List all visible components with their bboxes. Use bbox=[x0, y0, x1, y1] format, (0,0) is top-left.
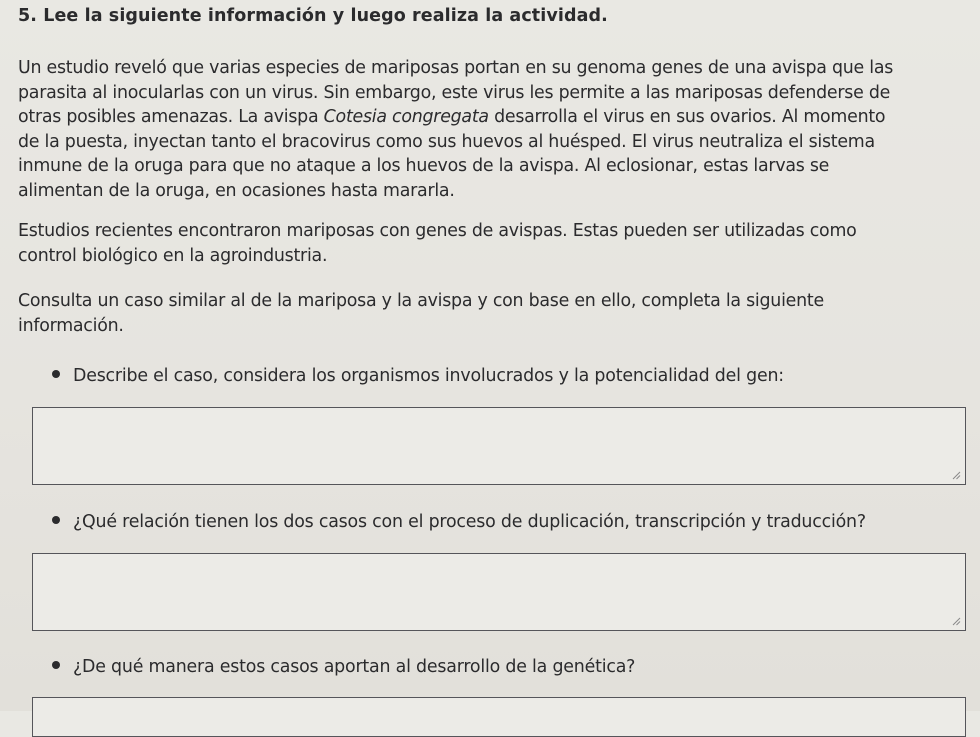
bullet-icon bbox=[52, 516, 60, 524]
instructions-paragraph bbox=[18, 289, 973, 338]
question-1 bbox=[52, 366, 784, 386]
question-3-text: ¿De qué manera estos casos aportan al desarrollo de la genética? bbox=[73, 657, 636, 677]
bullet-icon bbox=[52, 370, 60, 378]
resize-grip-icon[interactable] bbox=[951, 470, 961, 480]
paragraph-line: control biológico en la agroindustria. bbox=[18, 245, 328, 266]
answer-1-textarea[interactable] bbox=[32, 407, 966, 485]
paragraph-line: alimentan de la oruga, en ocasiones hasta mararla. bbox=[18, 180, 455, 201]
answer-3-textarea[interactable] bbox=[32, 697, 966, 737]
intro-paragraph bbox=[18, 56, 973, 204]
paragraph-line: información. bbox=[18, 315, 124, 336]
paragraph-line bbox=[18, 105, 973, 130]
species-name: Cotesia congregata bbox=[323, 107, 489, 128]
paragraph-text: desarrolla el virus en sus ovarios. Al momento bbox=[488, 107, 886, 128]
studies-paragraph bbox=[18, 219, 973, 268]
paragraph-line: Consulta un caso similar al de la mariposa y la avispa y con base en ello, completa la siguiente bbox=[18, 291, 824, 311]
question-1-text: Describe el caso, considera los organismos involucrados y la potencialidad del gen: bbox=[73, 366, 784, 386]
activity-heading: 5. Lee la siguiente información y luego realiza la actividad. bbox=[18, 6, 608, 26]
question-2 bbox=[52, 512, 866, 532]
resize-grip-icon[interactable] bbox=[951, 616, 961, 626]
answer-2-textarea[interactable] bbox=[32, 553, 966, 631]
paragraph-line: inmune de la oruga para que no ataque a los huevos de la avispa. Al eclosionar, estas larvas se bbox=[18, 156, 830, 177]
paragraph-line: parasita al inocularlas con un virus. Sin embargo, este virus les permite a las mariposas defenderse de bbox=[18, 82, 891, 103]
question-3 bbox=[52, 657, 635, 677]
paragraph-line: Un estudio reveló que varias especies de mariposas portan en su genoma genes de una avispa que las bbox=[18, 58, 894, 78]
bullet-icon bbox=[52, 661, 60, 669]
paragraph-line: de la puesta, inyectan tanto el bracovirus como sus huevos al huésped. El virus neutraliza el sistema bbox=[18, 131, 875, 152]
question-2-text: ¿Qué relación tienen los dos casos con el proceso de duplicación, transcripción y traducción? bbox=[73, 512, 866, 532]
paragraph-line: Estudios recientes encontraron mariposas con genes de avispas. Estas pueden ser utilizadas como bbox=[18, 221, 857, 241]
paragraph-text: otras posibles amenazas. La avispa bbox=[18, 107, 324, 128]
